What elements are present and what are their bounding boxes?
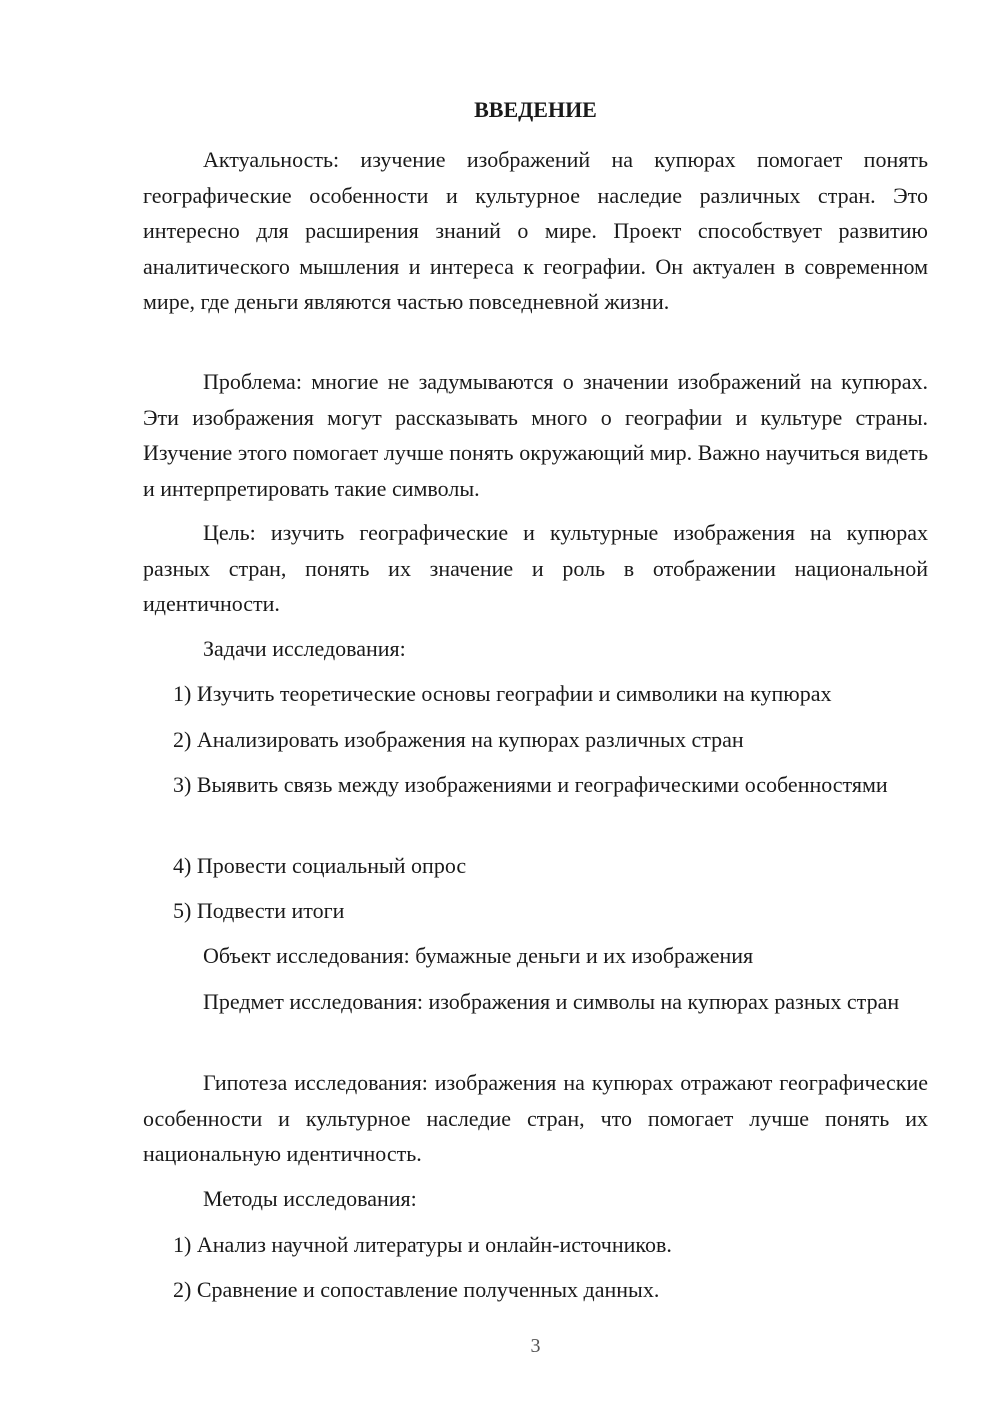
- task-item-2: 2) Анализировать изображения на купюрах различных стран: [173, 727, 744, 752]
- tasks-heading: Задачи исследования:: [203, 636, 406, 661]
- methods-heading: Методы исследования:: [203, 1186, 417, 1211]
- problem-paragraph: Проблема: многие не задумываются о значении изображений на купюрах. Эти изображения могут рассказывать много о географии и культуре страны. Изучение этого помогает лучше понять окружающий мир. Важно научиться видеть и интерпретировать такие символы.: [143, 369, 928, 501]
- page-title: ВВЕДЕНИЕ: [474, 97, 597, 122]
- method-item-1: 1) Анализ научной литературы и онлайн-источников.: [173, 1232, 672, 1257]
- task-item-4: 4) Провести социальный опрос: [173, 853, 467, 878]
- task-item-5: 5) Подвести итоги: [173, 898, 345, 923]
- hypothesis-paragraph: Гипотеза исследования: изображения на купюрах отражают географические особенности и культурное наследие стран, что помогает лучше понять их национальную идентичность.: [143, 1070, 928, 1166]
- subject-paragraph: Предмет исследования: изображения и символы на купюрах разных стран: [203, 989, 900, 1014]
- relevance-paragraph: Актуальность: изучение изображений на купюрах помогает понять географические особенности и культурное наследие различных стран. Это интересно для расширения знаний о мире. Проект способствует развитию аналитического мышления и интереса к географии. Он актуален в современном мире, где деньги являются частью повседневной жизни.: [143, 147, 928, 314]
- task-item-3: 3) Выявить связь между изображениями и географическими особенностями: [173, 772, 888, 797]
- object-paragraph: Объект исследования: бумажные деньги и их изображения: [203, 943, 754, 968]
- page-number: 3: [530, 1335, 541, 1357]
- document-page: [143, 0, 928, 1414]
- goal-paragraph: Цель: изучить географические и культурные изображения на купюрах разных стран, понять их значение и роль в отображении национальной идентичности.: [143, 520, 928, 616]
- task-item-1: 1) Изучить теоретические основы географии и символики на купюрах: [173, 681, 832, 706]
- method-item-2: 2) Сравнение и сопоставление полученных данных.: [173, 1277, 660, 1302]
